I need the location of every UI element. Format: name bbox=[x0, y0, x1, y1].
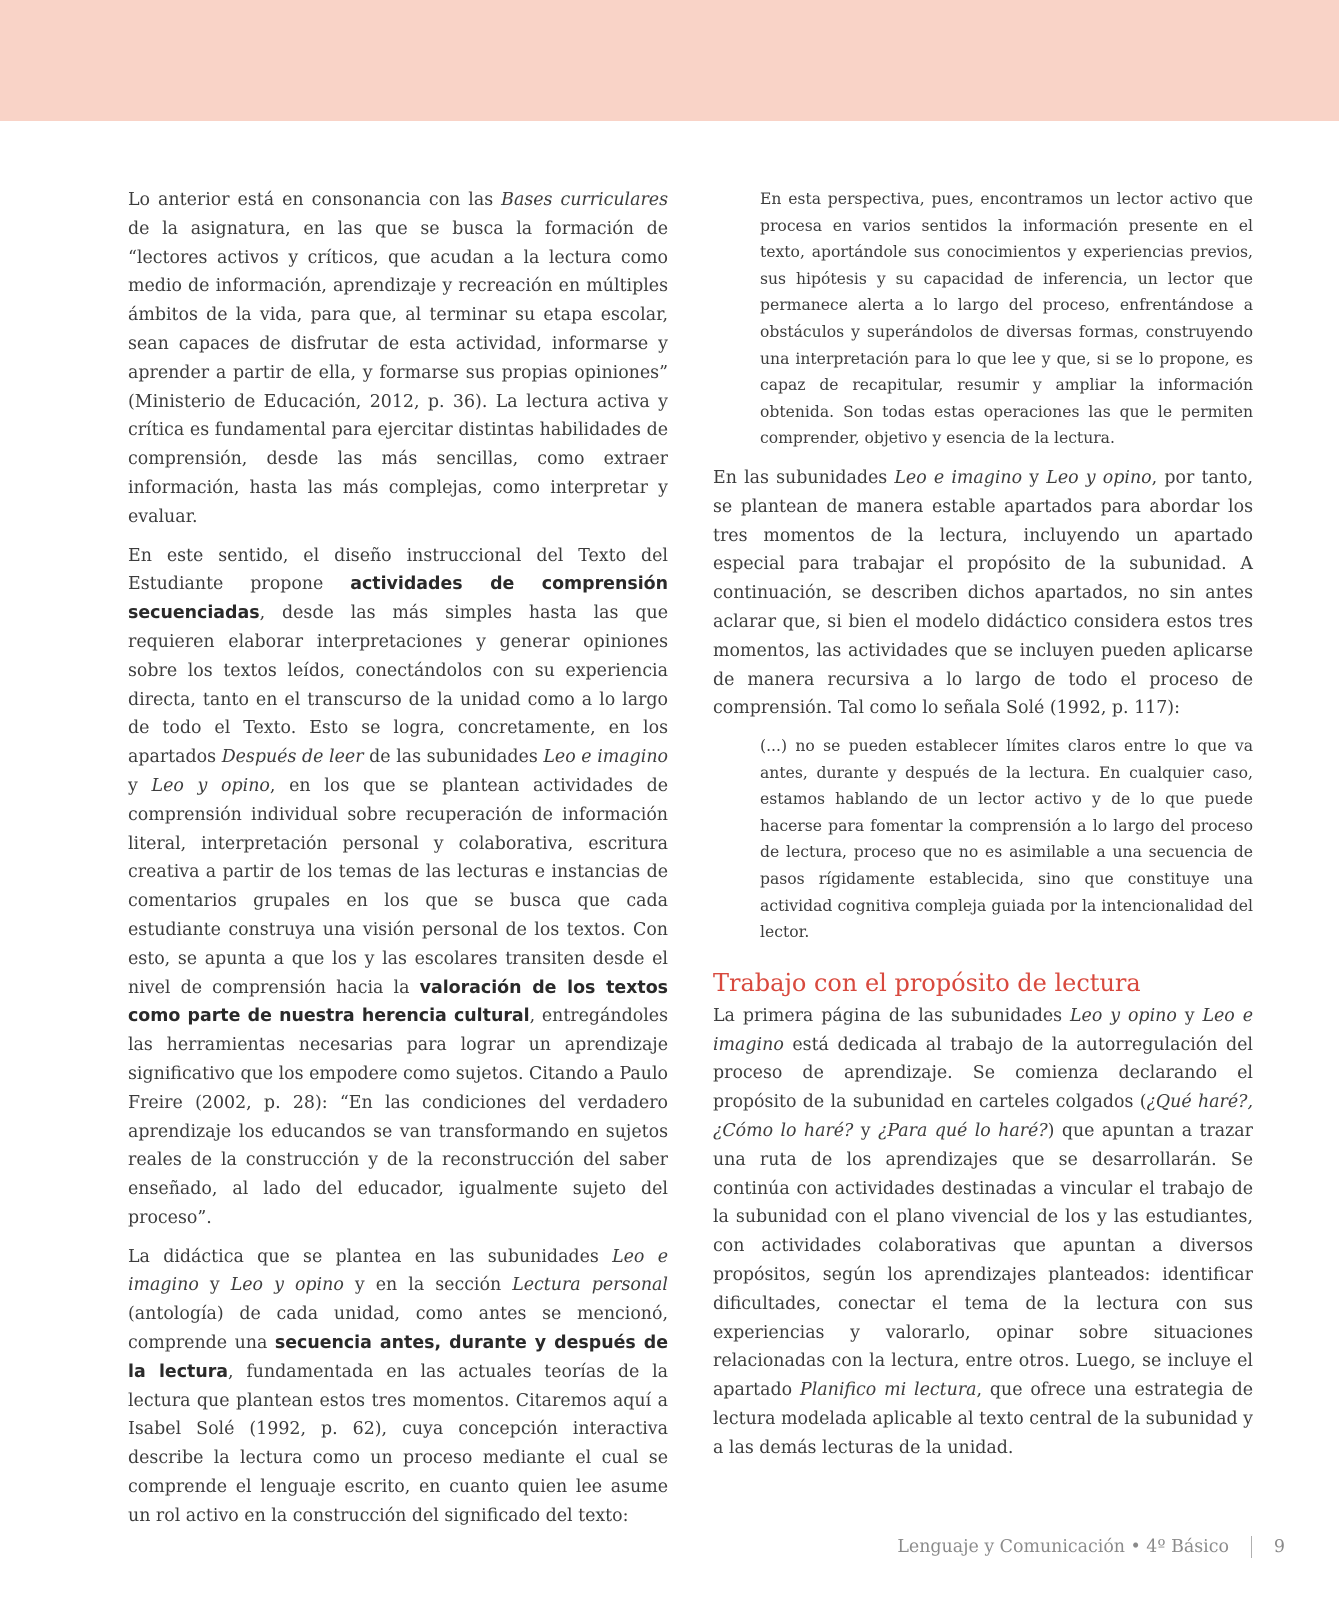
paragraph-diseno-instruccional: En este sentido, el diseño instruccional del Texto del Estudiante propone actividades de comprensión secuenciadas, desde las más simples hasta las que requieren elaborar interpretaciones y generar opiniones sobre los textos leídos, conectándolos con su experiencia directa, tanto en el transcurso de la unidad como a lo largo de todo el Texto. Esto se logra, concretamente, en los apartados Después de leer de las subunidades Leo e imagino y Leo y opino, en los que se plantean actividades de comprensión individual sobre recuperación de información literal, interpretación personal y colaborativa, escritura creativa a partir de los temas de las lecturas e instancias de comentarios grupales en los que se busca que cada estudiante construya una visión personal de los textos. Con esto, se apunta a que los y las escolares transiten desde el nivel de comprensión hacia la valoración de los textos como parte de nuestra herencia cultural, entregándoles las herramientas necesarias para lograr un aprendizaje significativo que los empodere como sujetos. Citando a Paulo Freire (2002, p. 28): “En las condiciones del verdadero aprendizaje los educandos se van transformando en sujetos reales de la construcción y de la reconstrucción del saber enseñado, al lado del educador, igualmente sujeto del proceso”. bbox=[128, 545, 669, 1228]
block-quote-sole-2: (...) no se pueden establecer límites claros entre lo que va antes, durante y después de la lectura. En cualquier caso, estamos hablando de un lector activo y de lo que puede hacerse para fomentar la comprensión a lo largo del proceso de lectura, proceso que no es asimilable a una secuencia de pasos rígidamente establecida, sino que constituye una actividad cognitiva compleja guiada por la intencionalidad del lector. bbox=[760, 737, 1253, 942]
right-column bbox=[713, 186, 1253, 1473]
block-quote-sole-1: En esta perspectiva, pues, encontramos un lector activo que procesa en varios sentidos la información presente en el texto, aportándole sus conocimientos y experiencias previos, sus hipótesis y su capacidad de inferencia, un lector que permanece alerta a lo largo del proceso, enfrentándose a obstáculos y superándolos de diversas formas, construyendo una interpretación para lo que lee y que, si se lo propone, es capaz de recapitular, resumir y ampliar la información obtenida. Son todas estas operaciones las que le permiten comprender, objetivo y esencia de la lectura. bbox=[760, 190, 1253, 448]
book-title: Lenguaje y Comunicación • 4º Básico bbox=[897, 1537, 1229, 1557]
paragraph-didactica: La didáctica que se plantea en las subunidades Leo e imagino y Leo y opino y en la sección Lectura personal (antología) de cada unidad, como antes se mencionó, comprende una secuencia antes, durante y después de la lectura, fundamentada en las actuales teorías de la lectura que plantean estos tres momentos. Citaremos aquí a Isabel Solé (1992, p. 62), cuya concepción interactiva describe la lectura como un proceso mediante el cual se comprende el lenguaje escrito, en cuanto quien lee asume un rol activo en la construcción del significado del texto: bbox=[128, 1246, 669, 1526]
paragraph-bases-curriculares: Lo anterior está en consonancia con las Bases curriculares de la asignatura, en las que se busca la formación de “lectores activos y críticos, que acudan a la lectura como medio de información, aprendizaje y recreación en múltiples ámbitos de la vida, para que, al terminar su etapa escolar, sean capaces de disfrutar de esta actividad, informarse y aprender a partir de ella, y formarse sus propias opiniones” (Ministerio de Educación, 2012, p. 36). La lectura activa y crítica es fundamental para ejercitar distintas habilidades de comprensión, desde las más sencillas, como extraer información, hasta las más complejas, como interpretar y evaluar. bbox=[128, 190, 668, 527]
left-column bbox=[128, 186, 668, 1541]
page-number: 9 bbox=[1273, 1537, 1285, 1557]
section-heading: Trabajo con el propósito de lectura bbox=[713, 968, 1141, 997]
page-footer bbox=[897, 1536, 1285, 1558]
paragraph-subunidades: En las subunidades Leo e imagino y Leo y opino, por tanto, se plantean de manera estable apartados para abordar los tres momentos de la lectura, incluyendo un apartado especial para trabajar el propósito de la subunidad. A continuación, se describen dichos apartados, no sin antes aclarar que, si bien el modelo didáctico considera estos tres momentos, las actividades que se incluyen pueden aplicarse de manera recursiva a lo largo de todo el proceso de comprensión. Tal como lo señala Solé (1992, p. 117): bbox=[713, 467, 1253, 719]
footer-divider bbox=[1251, 1536, 1252, 1558]
top-color-band bbox=[0, 0, 1339, 121]
paragraph-proposito: La primera página de las subunidades Leo y opino y Leo e imagino está dedicada al trabajo de la autorregulación del proceso de aprendizaje. Se comienza declarando el propósito de la subunidad en carteles colgados (¿Qué haré?, ¿Cómo lo haré? y ¿Para qué lo haré?) que apuntan a trazar una ruta de los aprendizajes que se desarrollarán. Se continúa con actividades destinadas a vincular el trabajo de la subunidad con el plano vivencial de los y las estudiantes, con actividades colaborativas que apuntan a diversos propósitos, según los aprendizajes planteados: identificar dificultades, conectar el tema de la lectura con sus experiencias y valorarlo, opinar sobre situaciones relacionadas con la lectura, entre otros. Luego, se incluye el apartado Planifico mi lectura, que ofrece una estrategia de lectura modelada aplicable al texto central de la subunidad y a las demás lecturas de la unidad. bbox=[713, 1005, 1254, 1458]
